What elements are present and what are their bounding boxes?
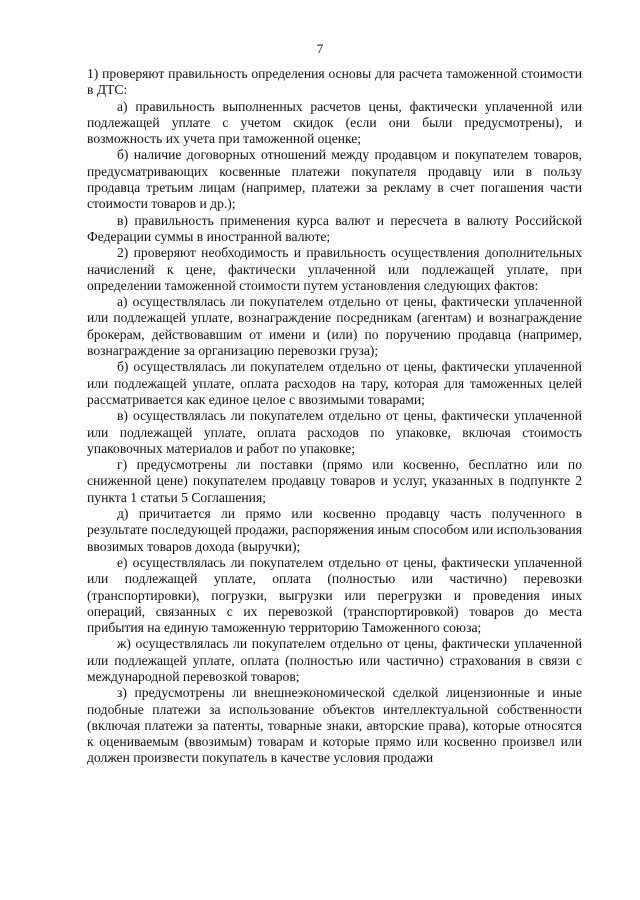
paragraph: б) осуществлялась ли покупателем отдельно от цены, фактически уплаченной или подлежащей уплате, оплата расходов на тару, которая для таможенных целей рассматривается как единое целое с ввозимыми товарами;: [87, 359, 582, 407]
paragraph: г) предусмотрены ли поставки (прямо или косвенно, бесплатно или по сниженной цене) покупателем продавцу товаров и услуг, указанных в подпункте 2 пункта 1 статьи 5 Соглашения;: [87, 457, 582, 505]
page-number: 7: [316, 41, 324, 56]
document-body: [87, 66, 582, 767]
paragraph: з) предусмотрены ли внешнеэкономической сделкой лицензионные и иные подобные платежи за использование объектов интеллектуальной собственности (включая платежи за патенты, товарные знаки, авторские права), которые относятся к оцениваемым (ввозимым) товарам и которые прямо или косвенно произвел или должен произвести покупатель в качестве условия продажи: [87, 685, 582, 766]
paragraph: в) правильность применения курса валют и пересчета в валюту Российской Федерации суммы в иностранной валюте;: [87, 212, 582, 244]
paragraph: в) осуществлялась ли покупателем отдельно от цены, фактически уплаченной или подлежащей уплате, оплата расходов по упаковке, включая стоимость упаковочных материалов и работ по упаковке;: [87, 408, 582, 456]
paragraph: б) наличие договорных отношений между продавцом и покупателем товаров, предусматривающих косвенные платежи покупателя продавцу или в пользу продавца третьим лицам (например, платежи за рекламу в счет погашения части стоимости товаров и др.);: [87, 147, 582, 212]
paragraph: ж) осуществлялась ли покупателем отдельно от цены, фактически уплаченной или подлежащей уплате, оплата (полностью или частично) страхования в связи с международной перевозкой товаров;: [87, 636, 582, 684]
paragraph: 1) проверяют правильность определения основы для расчета таможенной стоимости в ДТС:: [87, 66, 582, 98]
paragraph: 2) проверяют необходимость и правильность осуществления дополнительных начислений к цене, фактически уплаченной или подлежащей уплате, при определении таможенной стоимости путем установления следующих фактов:: [87, 245, 582, 293]
paragraph: е) осуществлялась ли покупателем отдельно от цены, фактически уплаченной или подлежащей уплате, оплата (полностью или частично) перевозки (транспортировки), погрузки, выгрузки или перегрузки и проведения иных операций, связанных с их перевозкой (транспортировкой) товаров до места прибытия на единую таможенную территорию Таможенного союза;: [87, 554, 582, 636]
paragraph: а) правильность выполненных расчетов цены, фактически уплаченной или подлежащей уплате с учетом скидок (если они были предусмотрены), и возможность их учета при таможенной оценке;: [87, 98, 582, 147]
paragraph: а) осуществлялась ли покупателем отдельно от цены, фактически уплаченной или подлежащей уплате, вознаграждение посредникам (агентам) и вознаграждение брокерам, действовавшим от имени и (или) по поручению продавца (например, вознаграждение за организацию перевозки груза);: [87, 294, 582, 359]
paragraph: д) причитается ли прямо или косвенно продавцу часть полученного в результате последующей продажи, распоряжения иным способом или использования ввозимых товаров дохода (выручки);: [87, 506, 582, 554]
